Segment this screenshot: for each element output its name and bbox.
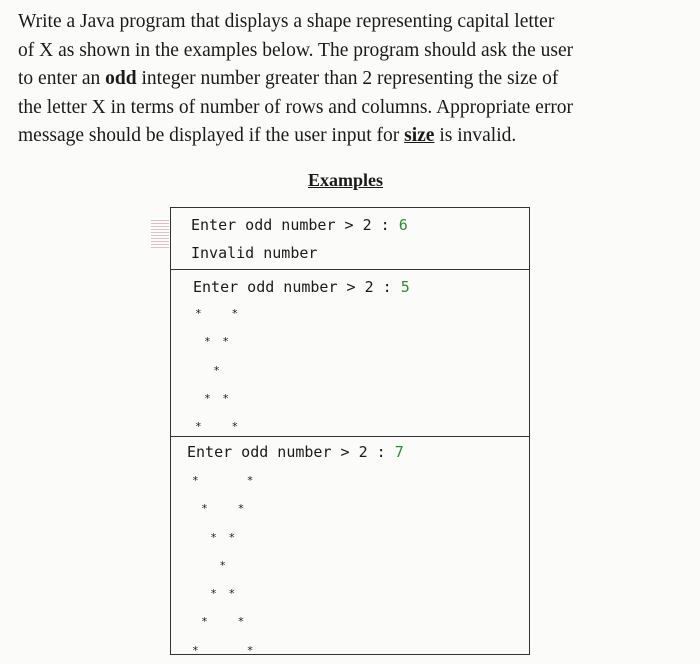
prompt-line: Enter odd number > 2 : 5 [193, 278, 410, 296]
prompt-line: Enter odd number > 2 : 6 [191, 216, 408, 234]
problem-line: Write a Java program that displays a shape representing capital letter [18, 11, 555, 32]
problem-statement [18, 8, 690, 151]
star-row: * * [192, 615, 256, 629]
prompt-line: Enter odd number > 2 : 7 [187, 443, 404, 461]
margin-mark [151, 218, 169, 248]
star-row: * * [192, 643, 256, 657]
example-1 [171, 208, 529, 270]
example-2 [171, 270, 529, 437]
problem-line: of X as shown in the examples below. The program should ask the user [18, 39, 574, 61]
text: is invalid. [434, 125, 517, 146]
problem-line: the letter X in terms of number of rows and columns. Appropriate error [18, 96, 574, 118]
text: to enter an [18, 68, 106, 89]
star-row: * * [195, 420, 241, 434]
x-shape-7 [192, 467, 256, 664]
emphasis-text: size [404, 125, 435, 146]
star-row: * * [192, 474, 256, 487]
star-row: * * [195, 391, 241, 405]
star-row: * [195, 363, 241, 377]
star-row: * * [195, 335, 241, 349]
text: integer number greater than 2 representing the size of [136, 68, 559, 89]
star-row: * * [192, 502, 256, 516]
star-row: * * [195, 307, 241, 320]
problem-line [18, 122, 690, 151]
star-row: * * [192, 587, 256, 601]
star-row: * [192, 558, 256, 572]
x-shape-5 [195, 300, 241, 441]
emphasis-text: odd [105, 68, 137, 89]
error-message: Invalid number [191, 244, 318, 262]
example-3 [171, 437, 529, 655]
examples-table [170, 207, 530, 655]
problem-line [18, 65, 690, 94]
star-row: * * [192, 530, 256, 544]
examples-title: Examples [308, 170, 384, 190]
text: message should be displayed if the user input for [18, 125, 405, 146]
